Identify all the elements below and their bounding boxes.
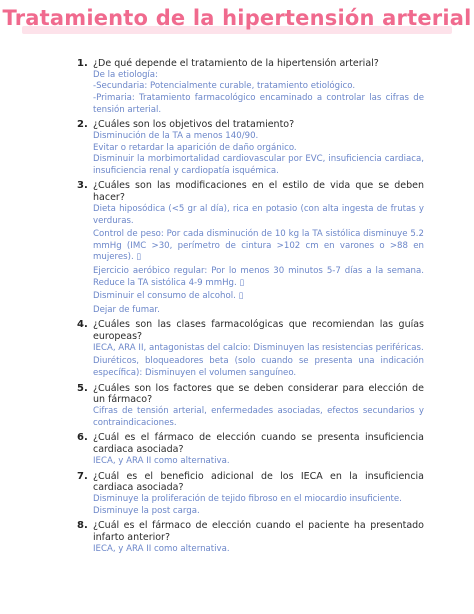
answer-text: IECA, y ARA II como alternativa. [93,456,230,467]
question-item [0,432,474,467]
answer-text: Evitar o retardar la aparición de daño orgánico. [93,142,297,153]
question-number: 5. [77,382,88,394]
answer-text: Disminuye la post carga. [93,505,200,516]
question-text: ¿De qué depende el tratamiento de la hipertensión arterial? [93,58,379,69]
question-item [0,383,474,430]
answer-text: Dieta hiposódica (<5 gr al día), rica en potasio (con alta ingesta de frutas y verduras. [93,203,424,226]
answer-text: Cifras de tensión arterial, enfermedades asociadas, efectos secundarios y contraindicaciones. [93,406,424,428]
document-title [0,6,474,30]
question-text: ¿Cuáles son las clases farmacológicas que recomiendan las guías europeas? [93,319,424,343]
question-list [0,58,474,559]
question-text: ¿Cuál es el beneficio adicional de los IECA en la insuficiencia cardiaca asociada? [93,470,424,494]
question-item [0,119,474,177]
question-number: 3. [77,180,88,192]
answer-text: -Primaria: Tratamiento farmacológico encaminado a controlar las cifras de tensión arterial. [93,92,424,115]
answer-text: IECA, y ARA II como alternativa. [93,544,230,554]
answer-text: -Secundaria: Potencialmente curable, tratamiento etiológico. [93,81,356,92]
answer-text: Disminución de la TA a menos 140/90. [93,130,259,141]
answer-text: Diuréticos, bloqueadores beta (solo cuando se presenta una indicación específica): Disminuyen el volumen sanguíneo. [93,356,424,379]
question-text: ¿Cuáles son los factores que se deben considerar para elección de un fármaco? [93,382,424,406]
answer-text: Disminuye la proliferación de tejido fibroso en el miocardio insuficiente. [93,494,402,505]
question-number: 4. [77,319,88,331]
question-text: ¿Cuáles son las modificaciones en el estilo de vida que se deben hacer? [93,180,424,204]
question-text: ¿Cuál es el fármaco de elección cuando el paciente ha presentado infarto anterior? [93,520,424,544]
question-number: 7. [77,470,88,482]
answer-text: Disminuir la morbimortalidad cardiovascular por EVC, insuficiencia cardiaca, insuficiencia renal y cardiopatía isquémica. [93,154,424,176]
question-number: 8. [77,520,88,532]
question-number: 1. [77,58,88,69]
question-text: ¿Cuáles son los objetivos del tratamiento? [93,119,295,131]
answer-text: Control de peso: Por cada disminución de 10 kg la TA sistólica disminuye 5.2 mmHg (IMC >30, perímetro de cintura >102 cm en varones o >88 en mujeres). ▯ [93,229,424,263]
answer-text: De la etiología: [93,69,158,80]
question-item [0,520,474,555]
question-item [0,180,474,316]
question-item [0,58,474,116]
answer-text: IECA, ARA II, antagonistas del calcio: Disminuyen las resistencias periféricas. [93,342,424,353]
title-text: Tratamiento de la hipertensión arterial [2,6,472,30]
question-text: ¿Cuál es el fármaco de elección cuando se presenta insuficiencia cardiaca asociada? [93,432,424,456]
answer-text: Ejercicio aeróbico regular: Por lo menos 30 minutos 5-7 días a la semana. Reduce la TA sistólica 4-9 mmHg. ▯ [93,265,424,288]
answer-text: Dejar de fumar. [93,304,160,315]
question-number: 2. [77,119,88,131]
question-number: 6. [77,432,88,444]
answer-text: Disminuir el consumo de alcohol. ▯ [93,291,244,302]
question-item [0,319,474,379]
question-item [0,471,474,518]
